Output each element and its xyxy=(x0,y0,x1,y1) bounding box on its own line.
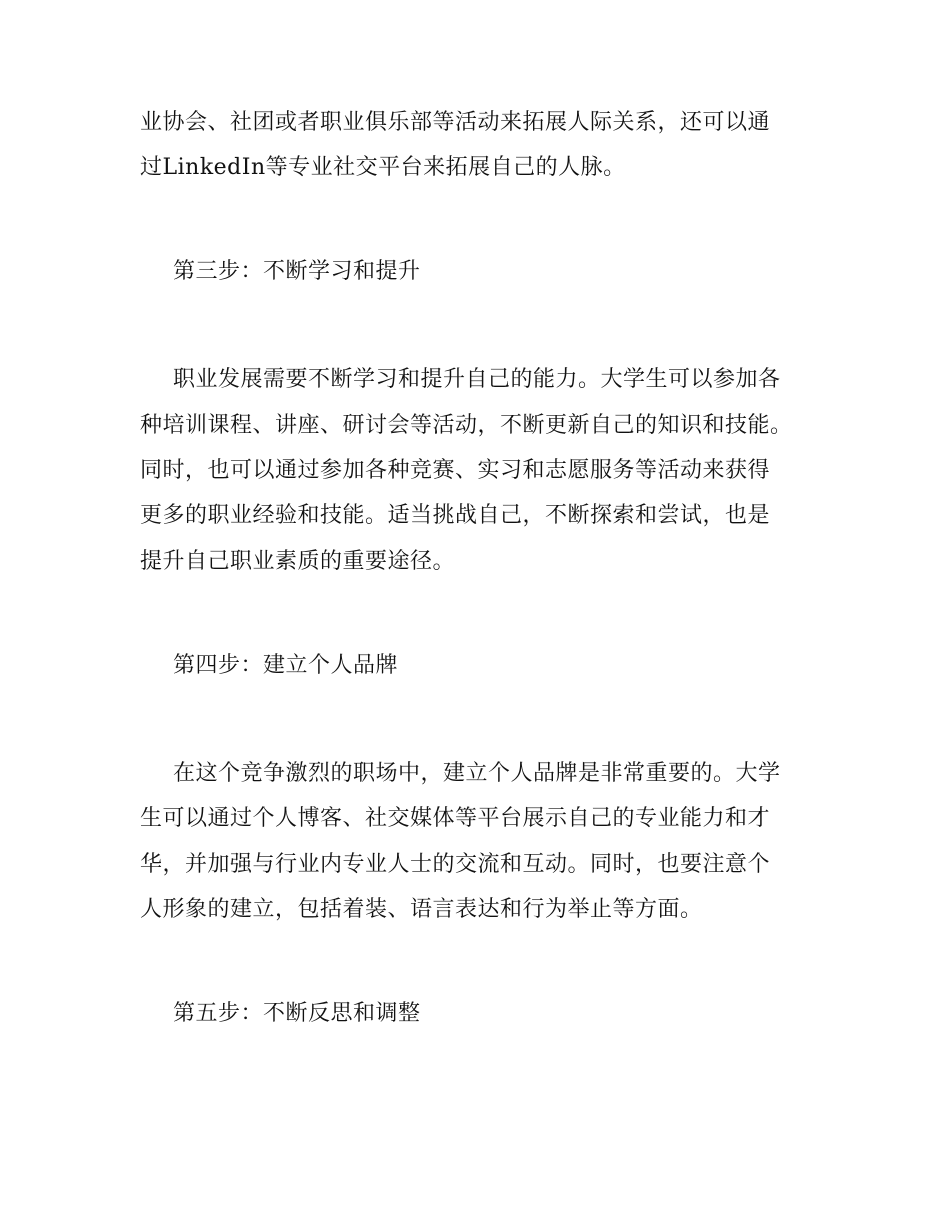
paragraph-line: 过LinkedIn等专业社交平台来拓展自己的人脉。 xyxy=(140,155,626,180)
section-heading-step-4: 第四步：建立个人品牌 xyxy=(173,653,399,678)
paragraph-line: 人形象的建立，包括着装、语言表达和行为举止等方面。 xyxy=(140,897,703,922)
paragraph-line: 同时，也可以通过参加各种竞赛、实习和志愿服务等活动来获得 xyxy=(140,458,771,483)
section-heading-step-5: 第五步：不断反思和调整 xyxy=(173,1001,421,1026)
paragraph-line: 业协会、社团或者职业俱乐部等活动来拓展人际关系，还可以通 xyxy=(140,110,771,135)
paragraph-line: 华，并加强与行业内专业人士的交流和互动。同时，也要注意个 xyxy=(140,852,771,877)
paragraph-line: 在这个竞争激烈的职场中，建立个人品牌是非常重要的。大学 xyxy=(173,761,781,786)
paragraph-line: 职业发展需要不断学习和提升自己的能力。大学生可以参加各 xyxy=(173,367,781,392)
paragraph-line: 更多的职业经验和技能。适当挑战自己，不断探索和尝试，也是 xyxy=(140,503,771,528)
section-heading-step-3: 第三步：不断学习和提升 xyxy=(173,259,421,284)
paragraph-line: 种培训课程、讲座、研讨会等活动，不断更新自己的知识和技能。 xyxy=(140,413,793,438)
paragraph-line: 提升自己职业素质的重要途径。 xyxy=(140,549,456,574)
paragraph-line: 生可以通过个人博客、社交媒体等平台展示自己的专业能力和才 xyxy=(140,806,771,831)
